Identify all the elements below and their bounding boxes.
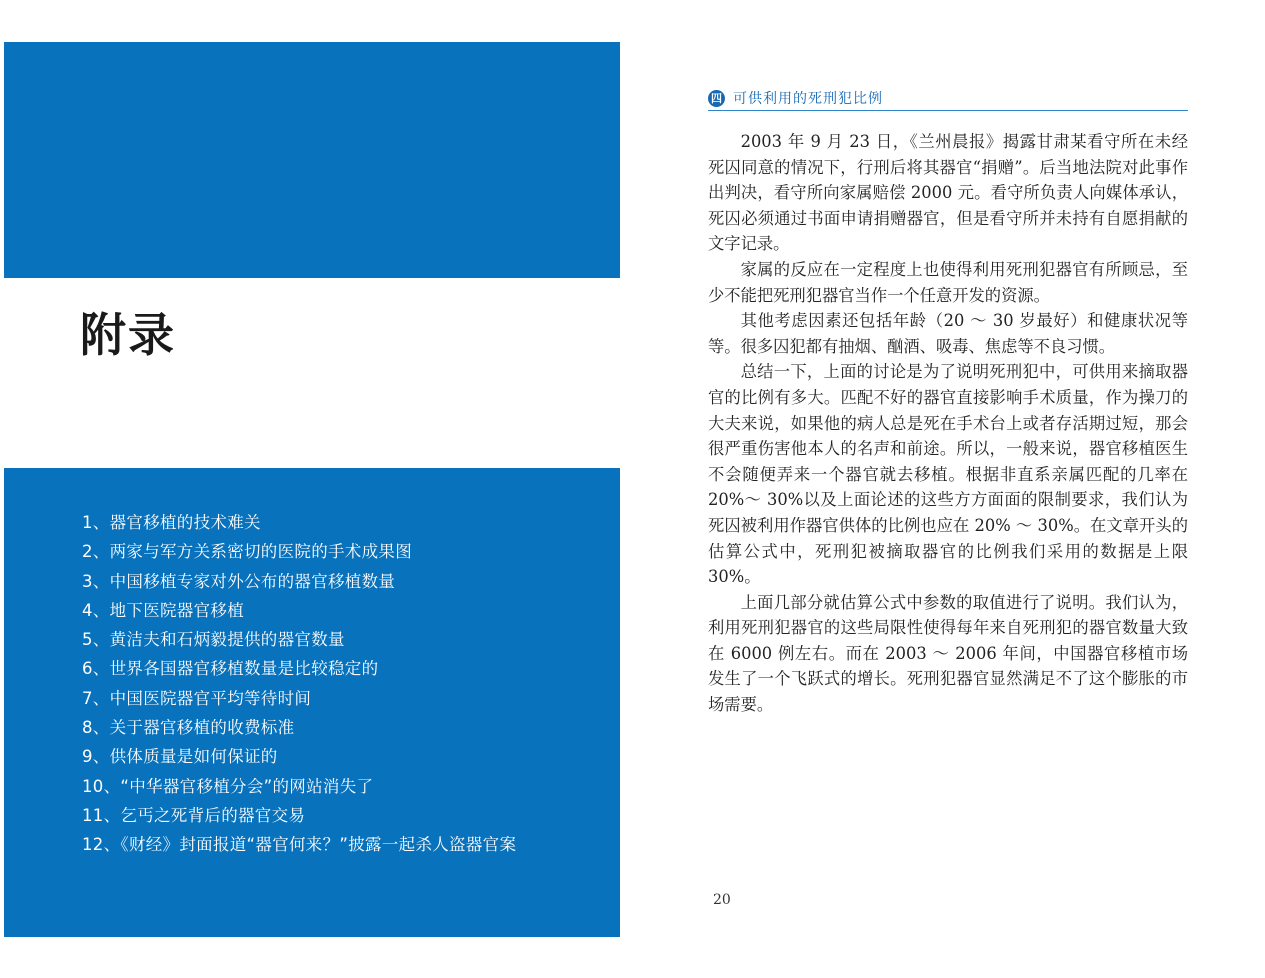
appendix-toc bbox=[82, 508, 516, 860]
paragraph: 总结一下，上面的讨论是为了说明死刑犯中，可供用来摘取器官的比例有多大。匹配不好的器官直接影响手术质量，作为操刀的大夫来说，如果他的病人总是死在手术台上或者存活期过短，那会很严重伤害他本人的名声和前途。所以，一般来说，器官移植医生不会随便弄来一个器官就去移植。根据非直系亲属匹配的几率在 20%～ 30%以及上面论述的这些方方面面的限制要求，我们认为死囚被利用作器官供体的比例也应在 20% ～ 30%。在文章开头的估算公式中，死刑犯被摘取器官的比例我们采用的数据是上限 30%。 bbox=[708, 362, 1188, 587]
toc-item[interactable]: 6、世界各国器官移植数量是比较稳定的 bbox=[82, 659, 379, 679]
page-number: 20 bbox=[713, 892, 731, 908]
toc-item[interactable]: 2、两家与军方关系密切的医院的手术成果图 bbox=[82, 542, 412, 562]
section-number-badge: 四 bbox=[708, 90, 725, 107]
toc-item[interactable]: 10、“中华器官移植分会”的网站消失了 bbox=[82, 776, 374, 796]
section-title: 可供利用的死刑犯比例 bbox=[733, 91, 883, 107]
appendix-title: 附录 bbox=[80, 308, 176, 362]
toc-item[interactable]: 1、器官移植的技术难关 bbox=[82, 513, 261, 532]
cover-block-top bbox=[4, 42, 620, 278]
paragraph: 家属的反应在一定程度上也使得利用死刑犯器官有所顾忌，至少不能把死刑犯器官当作一个任意开发的资源。 bbox=[708, 259, 1188, 305]
paragraph: 上面几部分就估算公式中参数的取值进行了说明。我们认为，利用死刑犯器官的这些局限性使得每年来自死刑犯的器官数量大致在 6000 例左右。而在 2003 ～ 2006 年间，中国器官移植市场发生了一个飞跃式的增长。死刑犯器官显然满足不了这个膨胀的市场需要。 bbox=[708, 592, 1188, 715]
paragraph: 2003 年 9 月 23 日，《兰州晨报》揭露甘肃某看守所在未经死囚同意的情况下，行刑后将其器官“捐赠”。后当地法院对此事作出判决，看守所向家属赔偿 2000 元。看守所负责人向媒体承认，死囚必须通过书面申请捐赠器官，但是看守所并未持有自愿捐献的文字记录。 bbox=[708, 132, 1188, 254]
toc-item[interactable]: 7、中国医院器官平均等待时间 bbox=[82, 688, 312, 708]
toc-item[interactable]: 4、地下医院器官移植 bbox=[82, 600, 244, 620]
toc-item[interactable]: 5、黄洁夫和石炳毅提供的器官数量 bbox=[82, 630, 345, 650]
body-text bbox=[708, 129, 1188, 718]
toc-item[interactable]: 8、关于器官移植的收费标准 bbox=[82, 718, 295, 738]
toc-item[interactable]: 9、供体质量是如何保证的 bbox=[82, 747, 278, 767]
toc-item[interactable]: 3、中国移植专家对外公布的器官移植数量 bbox=[82, 571, 396, 591]
paragraph: 其他考虑因素还包括年龄（20 ～ 30 岁最好）和健康状况等等。很多囚犯都有抽烟、酗酒、吸毒、焦虑等不良习惯。 bbox=[708, 311, 1188, 356]
section-header bbox=[708, 86, 1188, 111]
toc-item[interactable]: 11、乞丐之死背后的器官交易 bbox=[82, 805, 306, 825]
toc-item[interactable]: 12、《财经》封面报道“器官何来？”披露一起杀人盗器官案 bbox=[82, 835, 517, 855]
